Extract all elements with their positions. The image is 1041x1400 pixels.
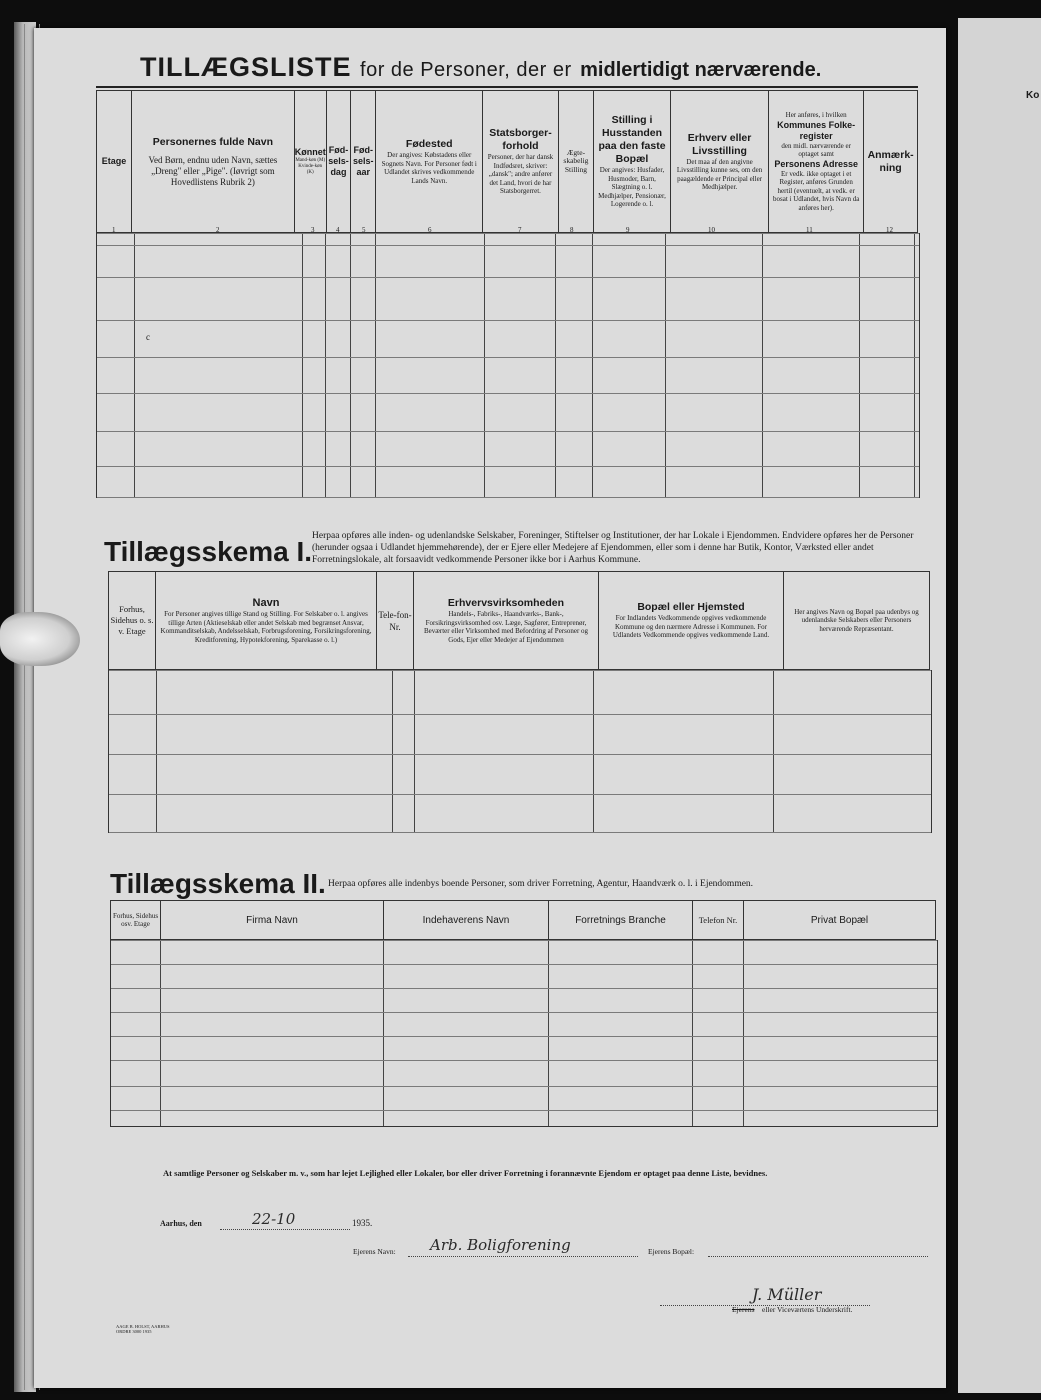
column-divider: [762, 233, 763, 497]
signature-label-struck: Ejerens: [732, 1305, 755, 1314]
t1-col11-note: den midl. nærværende er optaget samt: [781, 141, 851, 158]
t1-col6-title: Fødested: [405, 138, 453, 150]
t3-col4-title: Forretnings Branche: [575, 914, 666, 926]
colnum-7: 7: [518, 226, 522, 234]
t1-col11-title2: Personens Adresse: [774, 158, 859, 169]
table-row: [111, 964, 937, 965]
section3-title: Tillægsskema II.: [110, 868, 326, 899]
column-divider: [375, 233, 376, 497]
owner-name-line: [408, 1256, 638, 1257]
colnum-10: 10: [708, 226, 715, 234]
column-divider: [392, 670, 393, 832]
table-row: [109, 832, 931, 833]
table-row: [111, 1060, 937, 1061]
t1-col9-title: Stilling i Husstanden paa den faste Bopæl: [598, 114, 666, 166]
column-divider: [350, 233, 351, 497]
colnum-5: 5: [362, 226, 366, 234]
section2-intro: Herpaa opføres alle inden- og udenlandske Selskaber, Foreninger, Stiftelser og Institutioner, der har Lokale i Ejendommen. Endvidere opføres her de Personer (herunder ogsaa i Udlandet hjemmehørende), der er Ejere eller Medejere af Ejendommen, eller som i denne har Butik, Kontor, Værksted eller andet Forretningslokale, alt forsaavidt vedkommende Personer ikke bor i Aarhus Kommune.: [312, 531, 914, 565]
t1-col8-title: Ægte-skabelig Stilling: [563, 147, 589, 174]
t1-col11-title: Kommunes Folke-register: [777, 119, 856, 141]
table-row: [109, 714, 931, 715]
table-row: [111, 1110, 937, 1111]
t1-col5-title: Fød-sels-aar: [353, 145, 374, 177]
t1-col10-title: Erhverv eller Livsstilling: [687, 131, 752, 157]
column-divider: [773, 670, 774, 832]
t1-col7-title: Statsborger-forhold: [489, 127, 552, 153]
table-row: [97, 393, 919, 394]
colnum-8: 8: [570, 226, 574, 234]
t1-col3-title: Kønnet: [294, 147, 326, 157]
table3-body: [110, 940, 938, 1127]
footer-city: Aarhus, den: [160, 1219, 202, 1228]
column-divider: [555, 233, 556, 497]
table-row: [97, 466, 919, 467]
t2-col5-note: For Indlandets Vedkommende opgives vedkommende Kommune og den nærmere Adresse i Kommunen. For Udlandets Vedkommende opgives vedkommende Land.: [612, 614, 770, 640]
t3-col2-title: Firma Navn: [246, 914, 298, 926]
t1-col2-note: Ved Børn, endnu uden Navn, sættes „Dreng" eller „Pige". (Iøvrigt som Hovedlistens Rubrik 2): [148, 154, 278, 187]
t3-col1-title: Forhus, Sidehus osv. Etage: [112, 911, 159, 928]
table-row: [97, 497, 919, 498]
table-row: [109, 670, 931, 671]
column-divider: [302, 233, 303, 497]
table3-header: [110, 900, 936, 940]
owner-name-handwritten: Arb. Boligforening: [430, 1236, 571, 1254]
t1-col1-title: Etage: [101, 156, 127, 166]
colnum-12: 12: [886, 226, 893, 234]
t2-col5-title: Bopæl eller Hjemsted: [637, 601, 745, 614]
column-divider: [593, 670, 594, 832]
table-row: [97, 233, 919, 234]
title-rest: for de Personer, der er: [360, 59, 572, 81]
footer-declaration: At samtlige Personer og Selskaber m. v., som har lejet Lejlighed eller Lokaler, bor eller driver Forretning i forannævnte Ejendom er optaget paa denne Liste, bevidnes.: [163, 1168, 768, 1178]
column-divider: [548, 940, 549, 1126]
t3-col6-title: Privat Bopæl: [810, 914, 869, 926]
column-divider: [134, 233, 135, 497]
section3-intro: Herpaa opføres alle indenbys boende Personer, som driver Forretning, Agentur, Haandværk o. l. i Ejendommen.: [328, 879, 754, 889]
table-row: [97, 357, 919, 358]
table-row: [97, 320, 919, 321]
t2-col4-note: Handels-, Fabriks-, Haandværks-, Bank-, Forsikringsvirksomhed osv. Læge, Sagfører, Entreprenør, Beværter eller Virksomhed med Befordring af Personer og Gods, Ejer eller Medejer af Ejendommen: [423, 610, 589, 644]
t1-col10-note: Det maa af den angivne Livsstilling kunne ses, om den paagældende er Principal eller Medhjælper.: [676, 157, 763, 191]
signature-label: eller Viceværtens Underskrift.: [762, 1305, 853, 1314]
column-divider: [484, 233, 485, 497]
owner-address-label: Ejerens Bopæl:: [648, 1247, 695, 1256]
signature-handwritten: J. Müller: [752, 1285, 822, 1304]
t1-col7-note: Personer, der har dansk Indfødsret, skriver: „dansk"; andre anfører det Land, hvori de har Statsborgerret.: [487, 153, 554, 196]
t1-col6-note: Der angives: Købstadens eller Sognets Navn. For Personer født i Udlandet skrives vedkommende Lands Navn.: [381, 151, 477, 185]
colnum-3: 3: [311, 226, 315, 234]
footer-year: 1935.: [352, 1218, 373, 1228]
table-row: [111, 988, 937, 989]
table-row: [111, 940, 937, 941]
t3-col5-title: Telefon Nr.: [698, 915, 738, 925]
owner-name-label: Ejerens Navn:: [353, 1247, 396, 1256]
colnum-11: 11: [806, 226, 813, 234]
colnum-6: 6: [428, 226, 432, 234]
column-divider: [325, 233, 326, 497]
section2-title: Tillægsskema I.: [104, 536, 313, 567]
table-row: [111, 1012, 937, 1013]
t2-col3-title: Tele-fon-Nr.: [378, 609, 412, 632]
column-divider: [692, 940, 693, 1126]
t1-col2-title: Personernes fulde Navn: [152, 135, 274, 148]
title-big: TILLÆGSLISTE: [140, 52, 352, 82]
table-row: [97, 245, 919, 246]
table1-header: [96, 90, 918, 233]
column-divider: [414, 670, 415, 832]
table-row: [109, 794, 931, 795]
t1-col4-title: Fød-sels-dag: [328, 145, 349, 177]
column-divider: [592, 233, 593, 497]
stray-mark: c: [146, 332, 150, 342]
table2-header: [108, 571, 930, 670]
date-line: [220, 1229, 350, 1230]
column-divider: [160, 940, 161, 1126]
column-divider: [156, 670, 157, 832]
table-row: [109, 754, 931, 755]
colnum-4: 4: [336, 226, 340, 234]
column-divider: [743, 940, 744, 1126]
t2-col2-title: Navn: [252, 597, 280, 609]
table-row: [97, 277, 919, 278]
owner-address-line: [708, 1256, 928, 1257]
table1-body: [96, 233, 920, 498]
table-row: [111, 1036, 937, 1037]
date-handwritten: 22-10: [252, 1210, 296, 1228]
t3-col3-title: Indehaverens Navn: [422, 914, 510, 926]
t2-col4-title: Erhvervsvirksomheden: [447, 597, 565, 609]
t2-col6-title: Her angives Navn og Bopæl paa udenbys og udenlandske Selskabers eller Personers herværende Repræsentant.: [794, 607, 919, 633]
t1-col9-note: Der angives: Husfader, Husmoder, Barn, Slægtning o. l. Medhjælper, Pensionær, Logerende o. l.: [598, 166, 666, 209]
table-row: [97, 431, 919, 432]
t2-col1-title: Forhus, Sidehus o. s. v. Etage: [110, 604, 154, 636]
table2-body: [108, 670, 932, 833]
t1-col11-note2: Er vedk. ikke optaget i et Register, anføres Grunden hertil (eventuelt, at vedk. er bosat i Udlandet, hvis Navn da anføres her).: [773, 169, 860, 212]
section1-title: [140, 52, 821, 83]
adjacent-page-text: Ko: [1026, 90, 1040, 101]
title-end: midlertidigt nærværende.: [580, 59, 822, 81]
t1-col11-pre: Her anføres, i hvilken: [785, 111, 847, 119]
printer-imprint: AAGE B. HOLST, AARHUS ORDRE 3000 1935: [116, 1324, 170, 1334]
t1-col3-note: Mand-køn (M) Kvinde-køn (K): [295, 158, 326, 175]
adjacent-page: [958, 18, 1041, 1393]
colnum-2: 2: [216, 226, 220, 234]
colnum-9: 9: [626, 226, 630, 234]
thumb: [0, 612, 80, 666]
column-divider: [665, 233, 666, 497]
table-row: [111, 1086, 937, 1087]
column-divider: [383, 940, 384, 1126]
column-divider: [859, 233, 860, 497]
colnum-1: 1: [112, 226, 116, 234]
t1-col12-title: Anmærk-ning: [867, 148, 914, 174]
t2-col2-note: For Personer angives tillige Stand og Stilling. For Selskaber o. l. angives tillige Arten (Aktieselskab eller andet Selskab med begrænset Ansvar, Kommanditselskab, Andelsselskab, Forbrugsforening, Forsikringsforening, Kreditforening, Hypotekforening, Sparekasse o. l.): [160, 610, 372, 644]
title-rule: [96, 86, 918, 88]
column-divider: [914, 233, 915, 497]
